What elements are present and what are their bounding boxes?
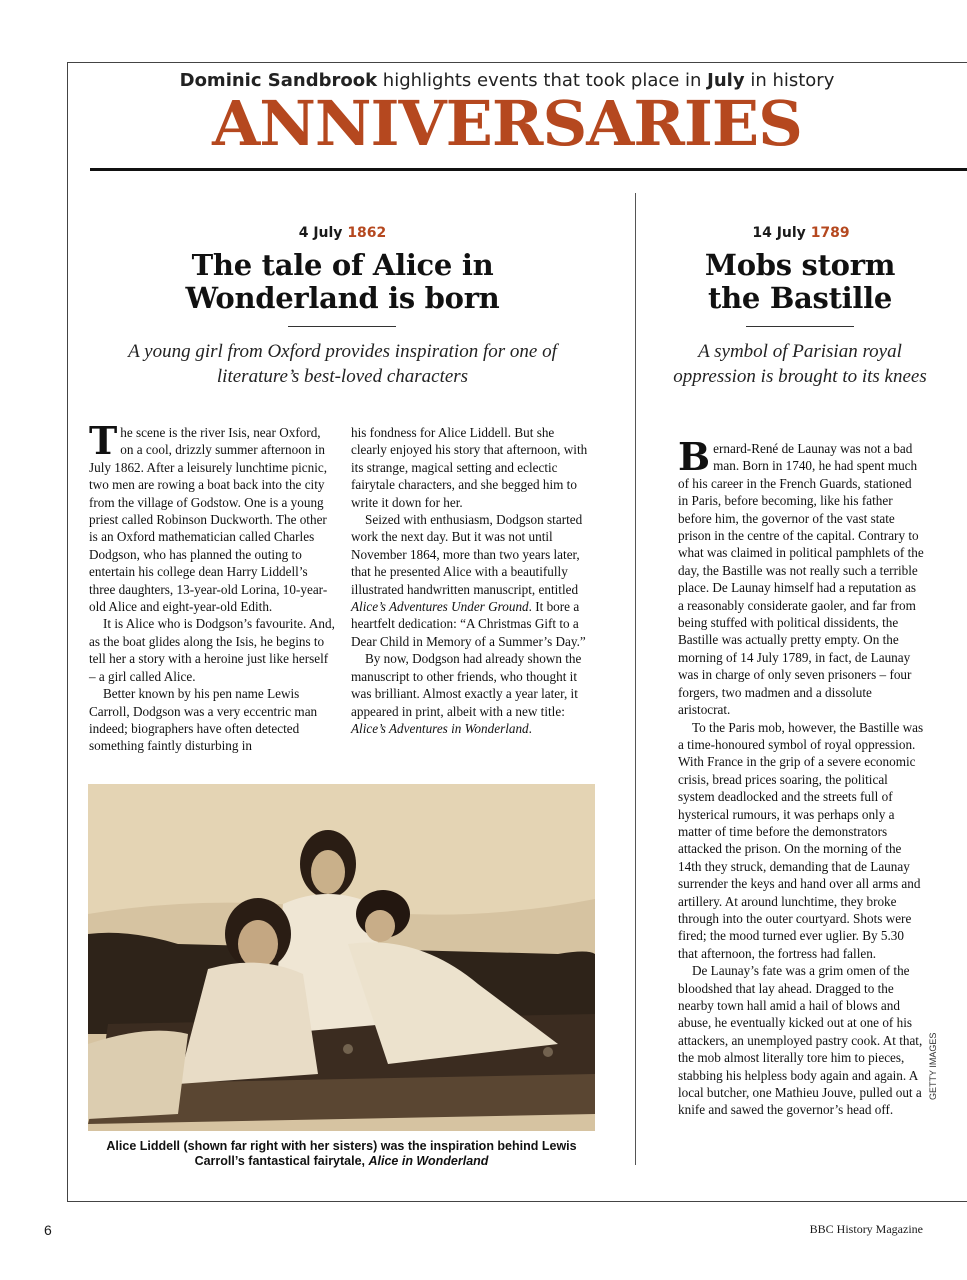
bastille-date	[651, 225, 951, 241]
alice-paragraph-6: By now, Dodgson had already shown the manuscript to other friends, who thought it was brilliant. Almost exactly a year later, it appeared in print, albeit with a new title: Alice’s Adventures in Wonderland.	[351, 651, 582, 736]
alice-rule	[288, 326, 396, 327]
bastille-rule	[746, 326, 854, 327]
photo-illustration	[88, 784, 595, 1131]
alice-column-2	[351, 424, 589, 737]
byline-author: Dominic Sandbrook	[179, 70, 378, 91]
alice-date-year: 1862	[347, 225, 387, 241]
bastille-dropcap: B	[678, 434, 711, 479]
bastille-paragraph-3: De Launay’s fate was a grim omen of the bloodshed that lay ahead. Dragged to the nearby town hall amid a hail of blows and abuse, he eventually kicked out at one of his attackers, an unemployed pastry cook. At that, the mob almost literally tore him to pieces, stabbing his helpless body again and again. A local butcher, one Mathieu Jouve, pulled out a knife and sawed the governor’s head off.	[678, 963, 923, 1118]
alice-standfirst: A young girl from Oxford provides inspiration for one of literature’s best-loved characters	[128, 341, 557, 387]
page-number: 6	[44, 1222, 52, 1238]
alice-column-1	[89, 418, 335, 755]
page-title: ANNIVERSARIES	[212, 87, 802, 160]
alice-paragraph-4: his fondness for Alice Liddell. But she clearly enjoyed his story that afternoon, with its strange, magical setting and eclectic fairytale characters, and she begged him to write it down for her.	[351, 425, 588, 510]
column-divider	[635, 193, 636, 1165]
byline-mid: highlights events that took place in	[377, 70, 708, 91]
photo-credit: GETTY IMAGES	[928, 1032, 938, 1100]
bastille-date-year: 1789	[810, 225, 850, 241]
title-divider	[90, 168, 967, 171]
alice-date	[90, 225, 595, 241]
bastille-paragraph-1: ernard-René de Launay was not a bad man. Born in 1740, he had spent much of his career in the French Guards, stationed in Paris, before becoming, like his father before him, the governor of the vast state prison in the centre of the capital. Contrary to what was claimed in political pamphlets of the day, the Bastille was not really such a terrible place. De Launay himself had a reputation as a reasonably considerate gaoler, and far from being stuffed with political dissidents, the Bastille was actually pretty empty. On the morning of 14 July 1789, in fact, de Launay was in charge of only seven prisoners – four forgers, two madmen and a dissolute aristocrat.	[678, 441, 924, 718]
alice-paragraph-5: Seized with enthusiasm, Dodgson started work the next day. But it was not until November 1864, more than two years later, that he presented Alice with a beautifully illustrated handwritten manuscript, entitled Alice’s Adventures Under Ground. It bore a heartfelt dedication: “A Christmas Gift to a Dear Child in Memory of a Summer’s Day.”	[351, 512, 586, 649]
photo-caption: Alice Liddell (shown far right with her sisters) was the inspiration behind Lewis Carroll’s fantastical fairytale, Alice in Wonderland	[106, 1139, 577, 1168]
bastille-paragraph-2: To the Paris mob, however, the Bastille was a time-honoured symbol of royal oppression. With France in the grip of a severe economic crisis, bread prices soaring, the political system deadlocked and the streets full of hysterical rumours, it was perhaps only a matter of time before the demonstrators attacked the prison. On the morning of the 14th they struck, demanding that de Launay surrender the keys and hand over all arms and artillery. At around lunchtime, they broke through into the outer courtyard. Shots were fired; the mood turned ever uglier. By 5.30 that afternoon, the fortress had fallen.	[678, 719, 924, 961]
byline-end: in history	[744, 70, 835, 91]
byline-month: July	[707, 70, 745, 91]
alice-paragraph-1: he scene is the river Isis, near Oxford, on a cool, drizzly summer afternoon in July 1862. After a leisurely lunchtime picnic, two men are rowing a boat back into the city from the village of Godstow. One is a young priest called Robinson Duckworth. The other is an Oxford mathematician called Charles Dodgson, who has planned the outing to entertain his college dean Harry Liddell’s three daughters, 13-year-old Lorina, 10-year-old Alice and eight-year-old Edith.	[89, 425, 328, 615]
alice-dropcap: T	[89, 418, 118, 463]
liddell-sisters-photo	[88, 784, 595, 1131]
bastille-column	[678, 434, 924, 1119]
bastille-headline: Mobs storm the Bastille	[704, 248, 896, 315]
magazine-name: BBC History Magazine	[809, 1222, 923, 1236]
bastille-standfirst: A symbol of Parisian royal oppression is brought to its knees	[673, 341, 927, 387]
alice-headline: The tale of Alice in Wonderland is born	[185, 248, 500, 315]
alice-paragraph-2: It is Alice who is Dodgson’s favourite. And, as the boat glides along the Isis, he begins to tell her a story with a heroine just like herself – a girl called Alice.	[89, 616, 335, 684]
alice-date-day: 4 July	[298, 225, 343, 241]
alice-paragraph-3: Better known by his pen name Lewis Carroll, Dodgson was a very eccentric man indeed; biographers have often detected something faintly disturbing in	[89, 686, 318, 754]
bastille-date-day: 14 July	[752, 225, 806, 241]
